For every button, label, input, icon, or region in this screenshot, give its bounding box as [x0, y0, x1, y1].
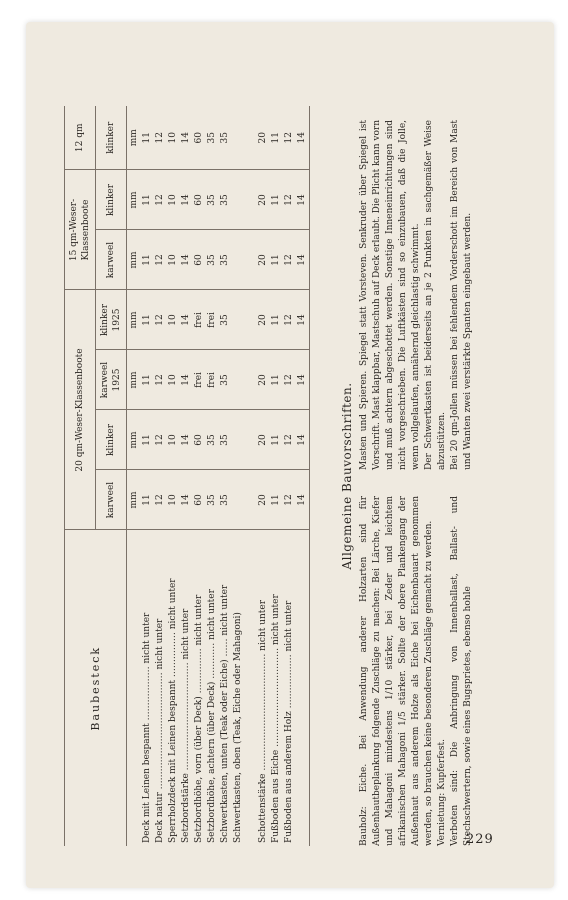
unit-cell: mm — [127, 170, 142, 230]
value-cell: 14 — [180, 350, 193, 410]
table-row — [219, 106, 232, 846]
value-cell: 10 — [167, 470, 180, 530]
row-label: Schottenstärke ………………………………… nicht unter — [258, 599, 268, 843]
units-label — [127, 530, 142, 846]
value-cell: 12 — [283, 170, 296, 230]
value-cell: 12 — [154, 350, 167, 410]
value-cell: 12 — [283, 230, 296, 290]
row-label: Fußboden aus anderem Holz ……………… nicht unter — [284, 600, 294, 843]
paragraph: Vernietung: Kupferfest. — [437, 739, 447, 846]
value-cell: 11 — [270, 290, 283, 350]
unit-cell: mm — [127, 410, 142, 470]
value-cell: 12 — [283, 350, 296, 410]
value-cell: 60 — [193, 470, 206, 530]
value-cell: 11 — [270, 230, 283, 290]
row-label: Deck natur ………………………………… nicht unter — [155, 618, 165, 843]
value-cell: frei — [206, 290, 219, 350]
table-row — [206, 106, 219, 846]
table-row — [193, 106, 206, 846]
header-12qm: 12 qm — [65, 106, 96, 170]
unit-cell: mm — [127, 230, 142, 290]
value-cell: 14 — [180, 470, 193, 530]
value-cell — [232, 290, 245, 350]
page-number: 229 — [466, 832, 494, 847]
value-cell: 14 — [180, 106, 193, 170]
value-cell — [232, 170, 245, 230]
row-label: Sperrholzdeck mit Leinen bespannt …………… nicht unter — [168, 578, 178, 843]
value-cell: 14 — [296, 410, 310, 470]
value-cell — [245, 290, 257, 350]
value-cell: 11 — [141, 350, 154, 410]
unit-cell: mm — [127, 470, 142, 530]
row-label: Schwertkasten, oben (Teak, Eiche oder Mahagoni) — [233, 612, 243, 843]
value-cell: 11 — [270, 410, 283, 470]
value-cell — [245, 106, 257, 170]
value-cell — [232, 470, 245, 530]
value-cell: 10 — [167, 230, 180, 290]
value-cell: 11 — [270, 170, 283, 230]
paragraph: Bauholz: Eiche. Bei Anwendung anderer Holzarten sind für Außenhautbeplankung folgende Zuschläge zu machen: Bei Lärche, Kiefer und Mahagoni mindestens 1/10 stärker, bei Zeder und leichtem afrikanischen Mahagoni 1/5 stärker. Sollte der obere Plankengang der Außenhaut aus anderem Holze als Eiche bei Eichenbauart genommen werden, so brauchen keine besonderen Zuschläge gemacht zu werden. — [359, 496, 434, 846]
value-cell: 35 — [219, 350, 232, 410]
value-cell: 14 — [180, 230, 193, 290]
row-label: Deck mit Leinen bespannt ……………… nicht unter — [142, 612, 152, 843]
value-cell: 35 — [206, 410, 219, 470]
value-cell: 11 — [141, 106, 154, 170]
paragraph: Verboten sind: Die Anbringung von Innenballast, Ballast- und Stechschwertern, sowie eines Bugsprietes, ebenso hohle — [450, 496, 473, 846]
baubesteck-table — [64, 106, 310, 846]
value-cell: 14 — [296, 470, 310, 530]
value-cell: 60 — [193, 170, 206, 230]
value-cell: 12 — [283, 470, 296, 530]
value-cell: 12 — [154, 470, 167, 530]
value-cell: 35 — [206, 170, 219, 230]
table-row — [141, 106, 154, 846]
table-row — [283, 106, 296, 846]
value-cell: 11 — [270, 350, 283, 410]
row-label: Schwertkasten, unten (Teak oder Eiche) …… nicht unter — [220, 584, 230, 843]
value-cell: 11 — [270, 470, 283, 530]
value-cell: 20 — [257, 290, 270, 350]
subheader: karweel — [96, 230, 127, 290]
value-cell — [245, 230, 257, 290]
value-cell — [245, 350, 257, 410]
value-cell: 14 — [296, 230, 310, 290]
subheader: karweel 1925 — [96, 350, 127, 410]
paragraph: Masten und Spieren. Spiegel statt Vorsteven. Senkruder über Spiegel ist Vorschrift. Mast klappbar, Mastschuh auf Deck erlaubt. Die Plicht kann vorn und muß achtern abgeschottet werden. Sonstige Inneneinrichtungen sind nicht vorgeschrieben. Die Luftkästen sind so einzubauen, daß die Jolle, wenn vollgelaufen, annähernd gleichlastig schwimmt. — [359, 120, 421, 470]
table-row — [296, 106, 310, 846]
value-cell: 11 — [270, 106, 283, 170]
row-label — [245, 530, 257, 846]
value-cell: 20 — [257, 170, 270, 230]
bauvorschriften-title: Allgemeine Bauvorschriften. — [340, 382, 354, 570]
row-label: Setzbordhöhe, achtern (über Deck) ………… nicht unter — [207, 589, 217, 843]
value-cell — [232, 230, 245, 290]
value-cell: 14 — [180, 170, 193, 230]
value-cell — [232, 410, 245, 470]
value-cell: 10 — [167, 170, 180, 230]
table-row — [270, 106, 283, 846]
value-cell: 14 — [180, 410, 193, 470]
value-cell: 11 — [141, 290, 154, 350]
left-column — [358, 496, 475, 846]
table-row — [180, 106, 193, 846]
table-row — [245, 106, 257, 846]
value-cell: frei — [193, 290, 206, 350]
value-cell: 12 — [283, 106, 296, 170]
value-cell: 12 — [154, 106, 167, 170]
value-cell: 35 — [219, 230, 232, 290]
header-baubesteck: Baubesteck — [65, 530, 127, 846]
units-row — [127, 106, 142, 846]
value-cell: 20 — [257, 350, 270, 410]
value-cell: frei — [206, 350, 219, 410]
rotated-content — [42, 96, 512, 846]
value-cell: 12 — [154, 290, 167, 350]
subheader: klinker — [96, 410, 127, 470]
value-cell: 60 — [193, 106, 206, 170]
value-cell: 35 — [219, 470, 232, 530]
subheader: klinker — [96, 106, 127, 170]
value-cell: 10 — [167, 350, 180, 410]
value-cell: 12 — [283, 290, 296, 350]
value-cell: 35 — [206, 470, 219, 530]
value-cell — [245, 470, 257, 530]
value-cell: 60 — [193, 410, 206, 470]
table-row — [167, 106, 180, 846]
table-row — [154, 106, 167, 846]
right-column — [358, 120, 475, 470]
row-label: Fußboden aus Eiche …………………………… nicht unter — [271, 594, 281, 843]
header-20qm: 20 qm-Weser-Klassenboote — [65, 290, 96, 530]
row-label: Setzbordhöhe, vorn (über Deck) …………… nicht unter — [194, 594, 204, 843]
value-cell: 11 — [141, 230, 154, 290]
row-label: Setzbordstärke ……………………………… nicht unter — [181, 608, 191, 843]
value-cell — [245, 170, 257, 230]
table-body — [127, 106, 310, 846]
value-cell: 35 — [219, 106, 232, 170]
value-cell: 35 — [206, 230, 219, 290]
value-cell: frei — [193, 350, 206, 410]
table-row — [232, 106, 245, 846]
value-cell: 35 — [219, 170, 232, 230]
value-cell: 35 — [219, 410, 232, 470]
value-cell: 11 — [141, 410, 154, 470]
unit-cell: mm — [127, 290, 142, 350]
value-cell: 35 — [219, 290, 232, 350]
subheader: klinker — [96, 170, 127, 230]
value-cell: 14 — [296, 290, 310, 350]
subheader: karweel — [96, 470, 127, 530]
value-cell — [245, 410, 257, 470]
value-cell — [232, 106, 245, 170]
value-cell: 11 — [141, 470, 154, 530]
value-cell — [232, 350, 245, 410]
value-cell: 12 — [283, 410, 296, 470]
value-cell: 12 — [154, 170, 167, 230]
subheader: klinker 1925 — [96, 290, 127, 350]
unit-cell: mm — [127, 350, 142, 410]
paragraph: Der Schwertkasten ist beiderseits an je 2 Punkten in sachgemäßer Weise abzustützen. — [424, 120, 447, 470]
row-label — [296, 530, 310, 846]
value-cell: 60 — [193, 230, 206, 290]
value-cell: 14 — [296, 106, 310, 170]
value-cell: 12 — [154, 230, 167, 290]
value-cell: 12 — [154, 410, 167, 470]
value-cell: 10 — [167, 106, 180, 170]
value-cell: 20 — [257, 410, 270, 470]
value-cell: 14 — [180, 290, 193, 350]
value-cell: 11 — [141, 170, 154, 230]
value-cell: 35 — [206, 106, 219, 170]
paragraph: Bei 20 qm-Jollen müssen bei fehlendem Vorderschott im Bereich von Mast und Wanten zwei verstärkte Spanten eingebaut werden. — [450, 120, 473, 470]
value-cell: 10 — [167, 410, 180, 470]
unit-cell: mm — [127, 106, 142, 170]
value-cell: 20 — [257, 230, 270, 290]
value-cell: 20 — [257, 470, 270, 530]
value-cell: 10 — [167, 290, 180, 350]
header-15qm: 15 qm-Weser-Klassenboote — [65, 170, 96, 290]
value-cell: 20 — [257, 106, 270, 170]
value-cell: 14 — [296, 170, 310, 230]
table-row — [257, 106, 270, 846]
value-cell: 14 — [296, 350, 310, 410]
